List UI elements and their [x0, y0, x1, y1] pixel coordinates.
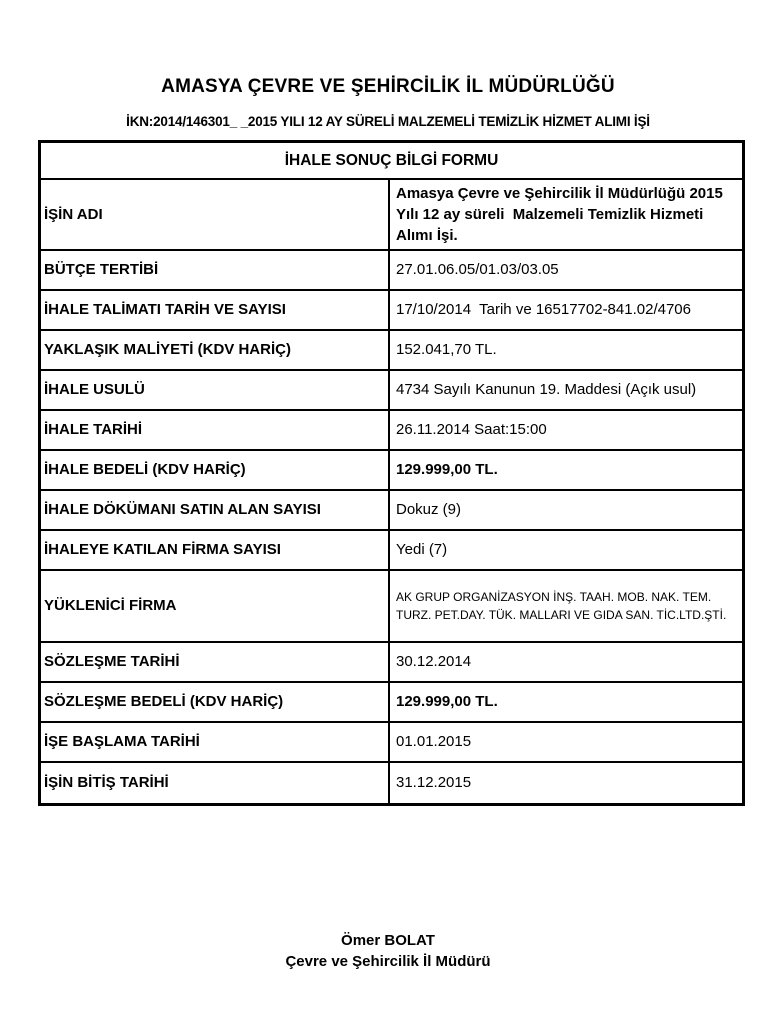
form-row-ihale-tarihi — [41, 411, 742, 451]
row-label: BÜTÇE TERTİBİ — [41, 251, 390, 289]
row-value: AK GRUP ORGANİZASYON İNŞ. TAAH. MOB. NAK. TEM. TURZ. PET.DAY. TÜK. MALLARI VE GIDA SAN. TİC.LTD.ŞTİ. — [396, 590, 727, 622]
row-label: YAKLAŞIK MALİYETİ (KDV HARİÇ) — [41, 331, 390, 369]
row-label: İHALE BEDELİ (KDV HARİÇ) — [41, 451, 390, 489]
row-label: İHALE DÖKÜMANI SATIN ALAN SAYISI — [41, 491, 390, 529]
row-label: İŞİN BİTİŞ TARİHİ — [41, 763, 390, 803]
row-value: 26.11.2014 Saat:15:00 — [396, 421, 547, 439]
signature-title: Çevre ve Şehircilik İl Müdürü — [285, 953, 491, 970]
form-title: İHALE SONUÇ BİLGİ FORMU — [41, 143, 742, 180]
form-row-ihale-bedeli — [41, 451, 742, 491]
row-value: 27.01.06.05/01.03/03.05 — [396, 261, 559, 279]
row-value: 4734 Sayılı Kanunun 19. Maddesi (Açık usul) — [396, 381, 697, 399]
signature-block — [0, 930, 776, 972]
row-value: 17/10/2014 Tarih ve 16517702-841.02/4706 — [396, 301, 691, 319]
row-label: İHALE USULÜ — [41, 371, 390, 409]
row-value: 152.041,70 TL. — [396, 341, 497, 359]
row-label: İŞİN ADI — [41, 180, 390, 249]
form-row-isin-bitis-tarihi — [41, 763, 742, 803]
row-label: SÖZLEŞME TARİHİ — [41, 643, 390, 681]
page-subtitle: İKN:2014/146301_ _2015 YILI 12 AY SÜRELİ MALZEMELİ TEMİZLİK HİZMET ALIMI İŞİ — [126, 114, 650, 129]
row-label: YÜKLENİCİ FİRMA — [41, 571, 390, 641]
form-row-isin-adi — [41, 180, 742, 251]
form-row-dokuman-satin-alan — [41, 491, 742, 531]
form-row-ihale-talimati — [41, 291, 742, 331]
form-row-ise-baslama-tarihi — [41, 723, 742, 763]
form-row-katilan-firma — [41, 531, 742, 571]
row-value: 129.999,00 TL. — [396, 461, 498, 479]
row-value: 129.999,00 TL. — [396, 693, 498, 711]
row-label: İŞE BAŞLAMA TARİHİ — [41, 723, 390, 761]
page-title: AMASYA ÇEVRE VE ŞEHİRCİLİK İL MÜDÜRLÜĞÜ — [161, 76, 615, 97]
form-row-butce-tertibi — [41, 251, 742, 291]
row-label: SÖZLEŞME BEDELİ (KDV HARİÇ) — [41, 683, 390, 721]
row-value: 30.12.2014 — [396, 653, 472, 671]
row-value: Yedi (7) — [396, 541, 448, 559]
form-row-ihale-usulu — [41, 371, 742, 411]
signature-name: Ömer BOLAT — [341, 932, 435, 949]
form-row-sozlesme-tarihi — [41, 643, 742, 683]
row-label: İHALEYE KATILAN FİRMA SAYISI — [41, 531, 390, 569]
row-label: İHALE TARİHİ — [41, 411, 390, 449]
row-label: İHALE TALİMATI TARİH VE SAYISI — [41, 291, 390, 329]
row-value: Dokuz (9) — [396, 501, 462, 519]
form-row-yuklenici-firma — [41, 571, 742, 643]
row-value: 31.12.2015 — [396, 774, 472, 792]
row-value: 01.01.2015 — [396, 733, 472, 751]
row-value: Amasya Çevre ve Şehircilik İl Müdürlüğü 2015 Yılı 12 ay süreli Malzemeli Temizlik Hizmeti Alımı İşi. — [396, 185, 727, 244]
ihale-sonuc-form-table — [38, 140, 745, 806]
form-row-yaklasik-maliyet — [41, 331, 742, 371]
form-row-sozlesme-bedeli — [41, 683, 742, 723]
